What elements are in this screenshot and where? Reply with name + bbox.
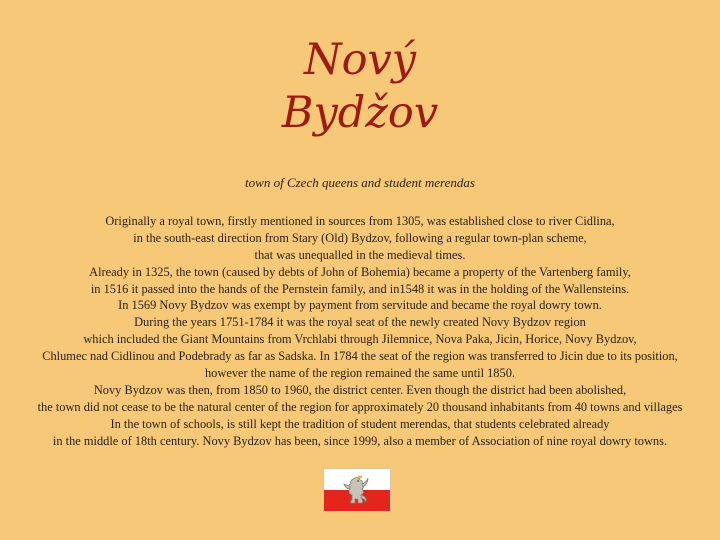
title-line-2: Bydžov: [281, 88, 439, 138]
text-line: the town did not cease to be the natural center of the region for approximately 20 thousand inhabitants from 40 towns and villages: [37, 399, 683, 414]
text-line: During the years 1751-1784 it was the royal seat of the newly created Novy Bydzov region: [134, 315, 586, 330]
page-title: [0, 34, 720, 140]
town-flag: [323, 468, 391, 512]
lion-emblem-icon: [342, 475, 370, 505]
text-line: In 1569 Novy Bydzov was exempt by payment from servitude and became the royal dowry town.: [118, 298, 602, 313]
text-line: in the middle of 18th century. Novy Bydzov has been, since 1999, also a member of Association of nine royal dowry towns.: [52, 433, 668, 448]
page-subtitle: town of Czech queens and student merendas: [245, 175, 475, 190]
text-line: which included the Giant Mountains from Vrchlabi through Jilemnice, Nova Paka, Jicin, Horice, Novy Bydzov,: [83, 332, 637, 347]
text-line: Already in 1325, the town (caused by debts of John of Bohemia) became a property of the Vartenberg family,: [89, 264, 631, 279]
text-line: in the south-east direction from Stary (Old) Bydzov, following a regular town-plan scheme,: [133, 230, 587, 245]
history-paragraph: [0, 213, 720, 449]
text-line: In the town of schools, is still kept the tradition of student merendas, that students celebrated already: [110, 416, 610, 431]
text-line: that was unequalled in the medieval times.: [254, 247, 466, 262]
text-line: however the name of the region remained the same until 1850.: [204, 366, 515, 381]
text-line: Chlumec nad Cidlinou and Podebrady as far as Sadska. In 1784 the seat of the region was transferred to Jicin due to its position,: [42, 349, 678, 364]
text-line: in 1516 it passed into the hands of the Pernstein family, and in1548 it was in the holding of the Wallensteins.: [90, 281, 630, 296]
title-line-1: Nový: [303, 35, 417, 85]
text-line: Novy Bydzov was then, from 1850 to 1960, the district center. Even though the district had been abolished,: [93, 382, 627, 397]
text-line: Originally a royal town, firstly mentioned in sources from 1305, was established close to river Cidlina,: [105, 214, 615, 228]
